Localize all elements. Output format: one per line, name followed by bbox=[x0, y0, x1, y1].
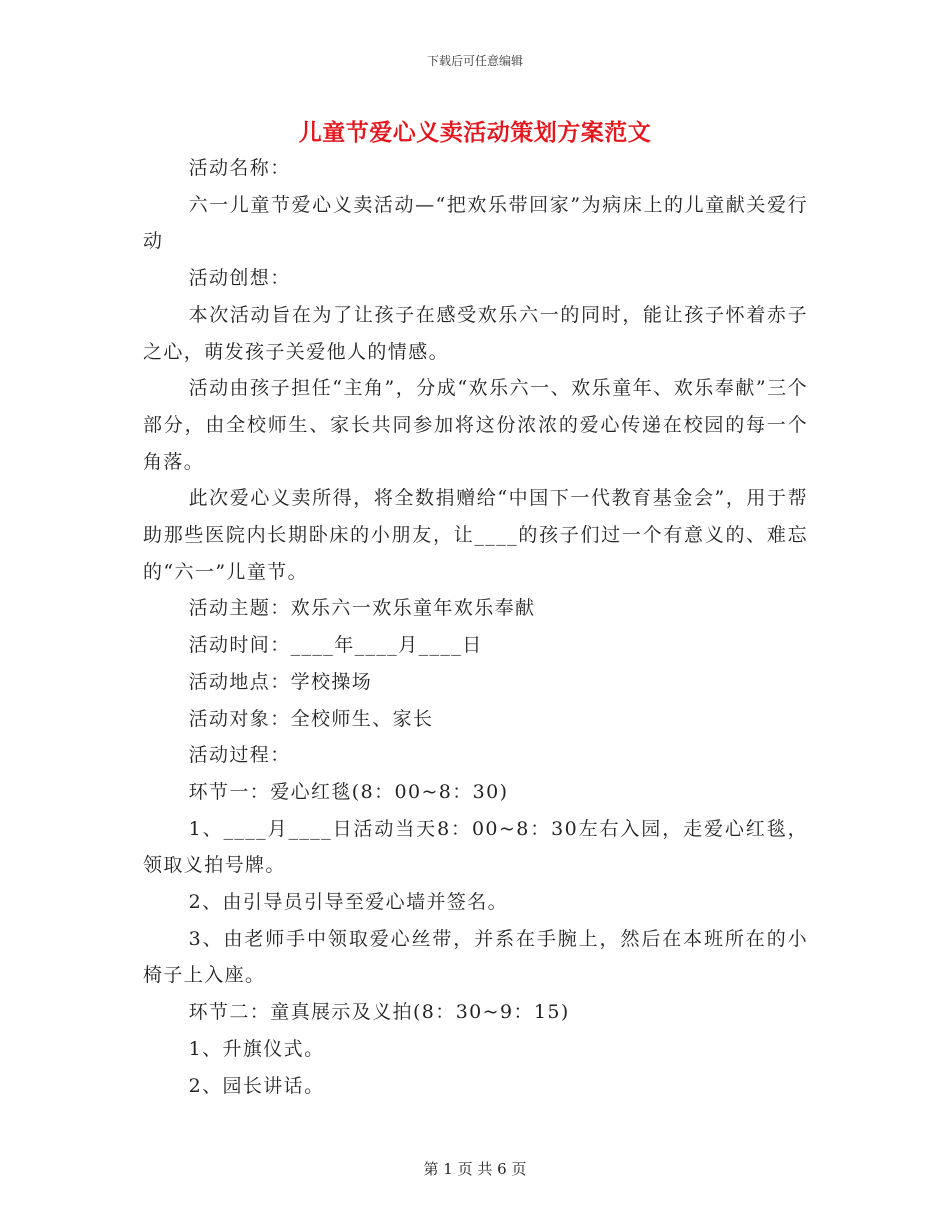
paragraph: 活动主题：欢乐六一欢乐童年欢乐奉献 bbox=[188, 597, 536, 620]
paragraph: 环节二：童真展示及义拍(8：30~9：15) bbox=[188, 1001, 570, 1024]
paragraph: 活动创想： bbox=[188, 267, 291, 290]
document-body bbox=[143, 150, 808, 1104]
paragraph: 1、升旗仪式。 bbox=[188, 1037, 325, 1060]
paragraph: 六一儿童节爱心义卖活动—“把欢乐带回家”为病床上的儿童献关爱行动 bbox=[143, 193, 808, 253]
document-title: 儿童节爱心义卖活动策划方案范文 bbox=[298, 119, 652, 146]
paragraph: 此次爱心义卖所得，将全数捐赠给“中国下一代教育基金会”，用于帮助那些医院内长期卧床的小朋友，让____的孩子们过一个有意义的、难忘的“六一”儿童节。 bbox=[143, 487, 808, 583]
paragraph: 活动地点：学校操场 bbox=[188, 670, 373, 693]
paragraph: 活动对象：全校师生、家长 bbox=[188, 707, 434, 730]
paragraph: 2、园长讲话。 bbox=[188, 1074, 325, 1097]
paragraph: 活动时间：____年____月____日 bbox=[188, 634, 483, 657]
paragraph: 活动过程： bbox=[188, 744, 291, 767]
paragraph: 本次活动旨在为了让孩子在感受欢乐六一的同时，能让孩子怀着赤子之心，萌发孩子关爱他人的情感。 bbox=[143, 303, 808, 363]
paragraph: 活动由孩子担任“主角”，分成“欢乐六一、欢乐童年、欢乐奉献”三个部分，由全校师生、家长共同参加将这份浓浓的爱心传递在校园的每一个角落。 bbox=[143, 377, 808, 473]
page-number-footer: 第 1 页 共 6 页 bbox=[423, 1160, 527, 1178]
paragraph: 2、由引导员引导至爱心墙并签名。 bbox=[188, 891, 509, 914]
page-header-note: 下载后可任意编辑 bbox=[426, 54, 523, 68]
paragraph: 环节一：爱心红毯(8：00~8：30) bbox=[188, 780, 509, 803]
paragraph: 活动名称： bbox=[188, 157, 291, 179]
paragraph: 3、由老师手中领取爱心丝带，并系在手腕上，然后在本班所在的小椅子上入座。 bbox=[143, 927, 808, 987]
paragraph: 1、____月____日活动当天8：00~8：30左右入园，走爱心红毯，领取义拍号牌。 bbox=[143, 817, 808, 877]
